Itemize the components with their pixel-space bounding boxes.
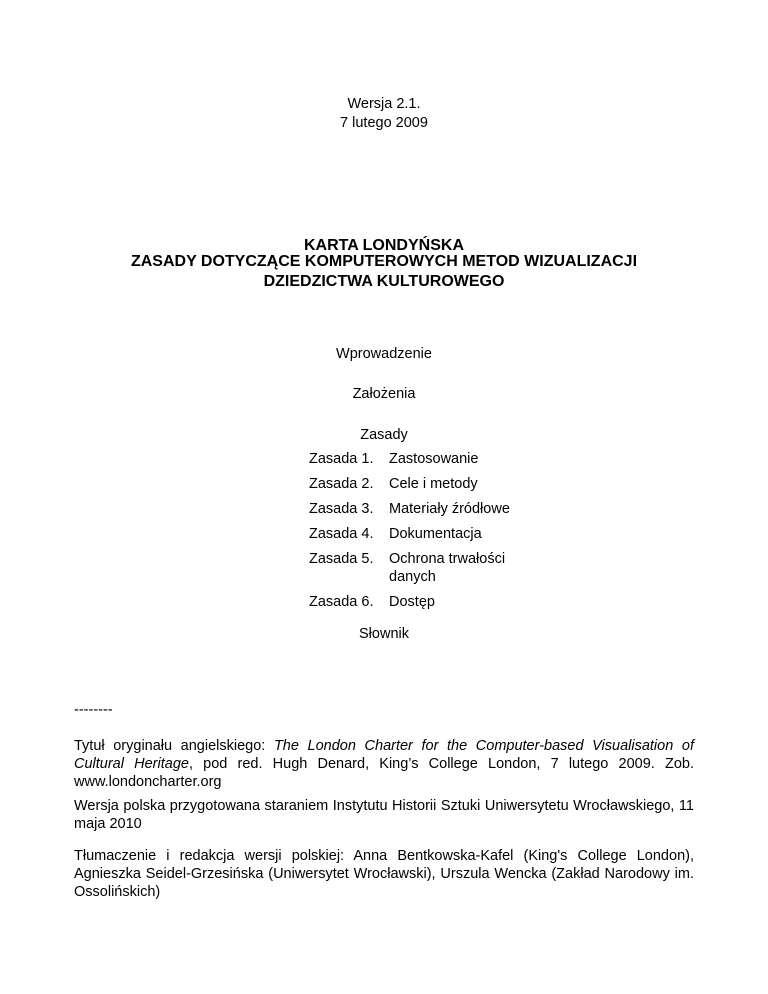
principle-label: Materiały źródłowe — [389, 501, 510, 517]
principle-number: Zasada 5. — [309, 551, 374, 567]
document-subtitle: ZASADY DOTYCZĄCE KOMPUTEROWYCH METOD WIZUALIZACJI DZIEDZICTWA KULTUROWEGO — [130, 253, 638, 290]
toc-glossary: Słownik — [359, 626, 409, 642]
list-item — [309, 550, 569, 586]
list-item — [309, 525, 569, 543]
toc-assumptions: Założenia — [352, 386, 416, 402]
principles-list — [309, 450, 569, 618]
version-block — [0, 95, 768, 133]
original-suffix: , pod red. Hugh Denard, King’s College London, 7 lutego 2009. Zob. www.londoncharter.org — [74, 756, 694, 790]
list-item — [309, 450, 569, 468]
principle-number: Zasada 6. — [309, 594, 374, 610]
separator: -------- — [74, 702, 113, 718]
list-item — [309, 475, 569, 493]
list-item — [309, 500, 569, 518]
principle-label: Dostęp — [389, 594, 435, 610]
principle-number: Zasada 1. — [309, 451, 374, 467]
principle-label: Dokumentacja — [389, 526, 482, 542]
principle-label: Zastosowanie — [389, 451, 479, 467]
principle-label: Ochrona trwałości danych — [389, 551, 506, 585]
toc-principles-heading: Zasady — [360, 427, 408, 443]
list-item — [309, 593, 569, 611]
original-prefix: Tytuł oryginału angielskiego: — [74, 738, 274, 754]
version-number: Wersja 2.1. — [347, 96, 421, 112]
document-title: KARTA LONDYŃSKA — [304, 237, 464, 254]
principle-number: Zasada 4. — [309, 526, 374, 542]
polish-version-note: Wersja polska przygotowana staraniem Instytutu Historii Sztuki Uniwersytetu Wrocławskiego, 11 maja 2010 — [74, 798, 694, 832]
principle-label: Cele i metody — [389, 476, 478, 492]
original-title: The London Charter for the Computer-based Visualisation of Cultural Heritage — [74, 738, 694, 772]
principle-number: Zasada 3. — [309, 501, 374, 517]
version-date: 7 lutego 2009 — [340, 115, 428, 131]
toc-intro: Wprowadzenie — [336, 346, 432, 362]
original-title-note — [74, 737, 694, 791]
principle-number: Zasada 2. — [309, 476, 374, 492]
translation-note: Tłumaczenie i redakcja wersji polskiej: Anna Bentkowska-Kafel (King's College London), Agnieszka Seidel-Grzesińska (Uniwersytet Wrocławski), Urszula Wencka (Zakład Narodowy im. Ossolińskich) — [74, 848, 694, 900]
